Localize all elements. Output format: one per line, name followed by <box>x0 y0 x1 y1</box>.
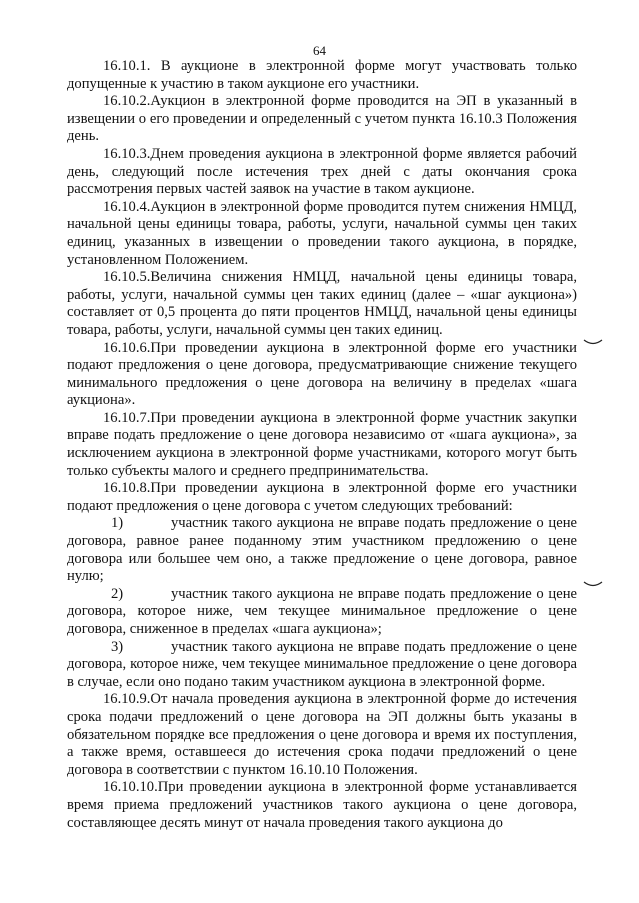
paragraph-16-10-6: 16.10.6.При проведении аукциона в электронной форме его участники подают предложения о цене договора, предусматривающие снижение текущего минимального предложения о цене договора на величину в пределах «шага аукциона». <box>67 339 577 409</box>
paragraph-16-10-7: 16.10.7.При проведении аукциона в электронной форме участник закупки вправе подать предложение о цене договора независимо от «шага аукциона», за исключением аукциона в электронной форме участниками, которого могут быть только субъекты малого и среднего предпринимательства. <box>67 409 577 479</box>
paragraph-16-10-9: 16.10.9.От начала проведения аукциона в электронной форме до истечения срока подачи предложений о цене договора на ЭП должны быть указаны в обязательном порядке все предложения о цене договора и время их поступления, а также время, оставшееся до истечения срока подачи предложений о цене договора в соответствии с пунктом 16.10.10 Положения. <box>67 691 577 778</box>
list-item-number: 2) <box>111 585 124 602</box>
list-item-number: 3) <box>111 638 124 655</box>
paragraph-16-10-8: 16.10.8.При проведении аукциона в электронной форме его участники подают предложения о цене договора с учетом следующих требований: <box>67 480 577 514</box>
document-body <box>67 58 577 832</box>
paragraph-16-10-3: 16.10.3.Днем проведения аукциона в электронной форме является рабочий день, следующий после истечения трех дней с даты окончания срока рассмотрения первых частей заявок на участие в таком аукционе. <box>67 145 577 198</box>
margin-mark-1 <box>583 338 603 346</box>
list-item-number: 1) <box>111 515 124 532</box>
paragraph-16-10-1: 16.10.1. В аукционе в электронной форме могут участвовать только допущенные к участию в таком аукционе его участники. <box>67 58 577 92</box>
page-number: 64 <box>313 43 326 58</box>
paragraph-16-10-4: 16.10.4.Аукцион в электронной форме проводится путем снижения НМЦД, начальной цены единицы товара, работы, услуги, начальной суммы цен таких единиц, указанных в извещении о проведении такого аукциона, в порядке, установленном Положением. <box>67 198 577 268</box>
list-item-text: участник такого аукциона не вправе подать предложение о цене договора, которое ниже, чем текущее минимальное предложение о цене договора в случае, если оно подано таким участником аукциона в электронной форме. <box>67 638 577 690</box>
list-item-3 <box>67 639 577 692</box>
list-item-text: участник такого аукциона не вправе подать предложение о цене договора, которое ниже, чем текущее минимальное предложение о цене договора, сниженное в пределах «шага аукциона»; <box>67 585 577 637</box>
paragraph-16-10-10: 16.10.10.При проведении аукциона в электронной форме устанавливается время приема предложений участников такого аукциона о цене договора, составляющее десять минут от начала проведения такого аукциона до <box>67 779 577 831</box>
paragraph-16-10-2: 16.10.2.Аукцион в электронной форме проводится на ЭП в указанный в извещении о его проведении и определенный с учетом пункта 16.10.3 Положения день. <box>67 93 577 145</box>
list-item-text: участник такого аукциона не вправе подать предложение о цене договора, равное ранее поданному этим участником предложению о цене договора или большее чем оно, а также предложение о цене договора, равное нулю; <box>67 515 577 585</box>
list-item-1 <box>67 515 577 585</box>
list-item-2 <box>67 586 577 639</box>
paragraph-16-10-5: 16.10.5.Величина снижения НМЦД, начальной цены единицы товара, работы, услуги, начальной суммы цен таких единиц (далее – «шаг аукциона») составляет от 0,5 процента до пяти процентов НМЦД, начальной цены единицы товара, работы, услуги, начальной суммы цен таких единиц. <box>67 269 577 338</box>
margin-mark-2 <box>583 580 603 588</box>
